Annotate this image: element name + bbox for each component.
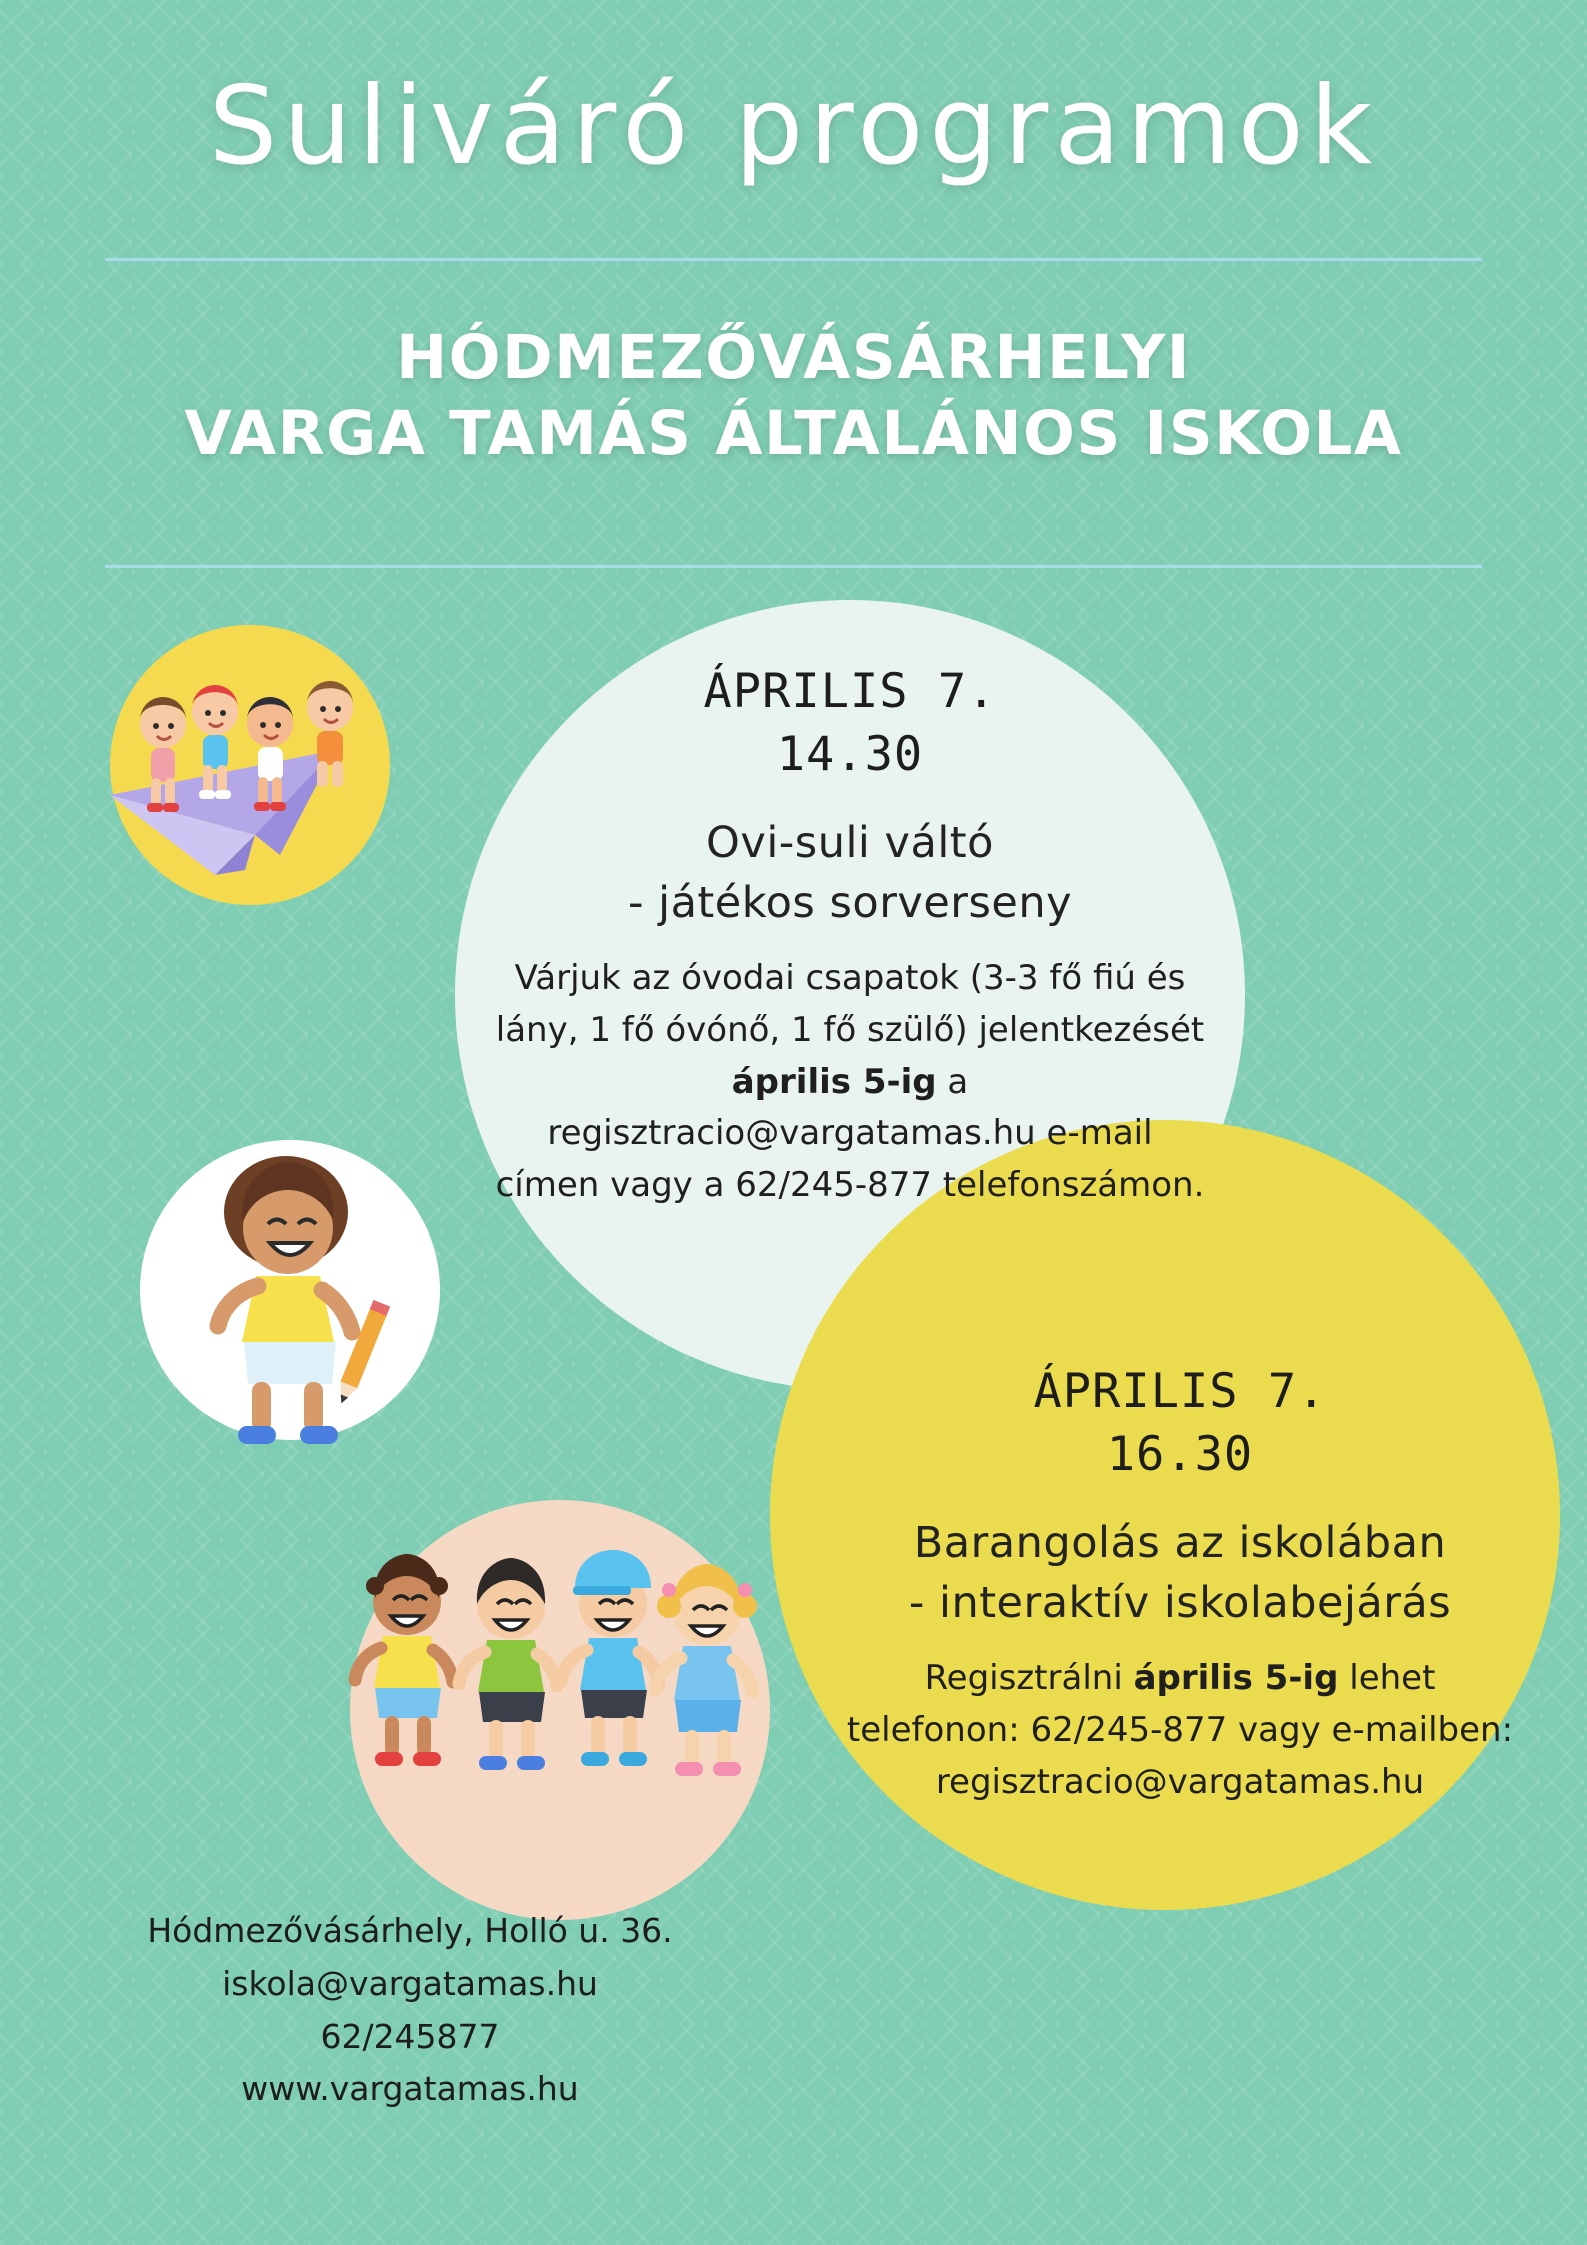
school-name: [0, 320, 1587, 473]
school-name-line-1: HÓDMEZŐVÁSÁRHELYI: [396, 322, 1191, 393]
event-1-description: [495, 953, 1205, 1211]
footer-contact: [130, 1905, 690, 2116]
four-kids-holding-hands-illustration: [345, 1530, 785, 1840]
event-1-title: [495, 813, 1205, 933]
event-2-deadline: április 5-ig: [1133, 1658, 1339, 1699]
event-1-date: ÁPRILIS 7.: [703, 664, 997, 719]
footer-website[interactable]: www.vargatamas.hu: [241, 2069, 579, 2109]
footer-email[interactable]: iskola@vargatamas.hu: [222, 1963, 598, 2003]
event-1-title-line-1: Ovi-suli váltó: [706, 817, 994, 868]
event-2-title-line-2: - interaktív iskolabejárás: [908, 1578, 1452, 1629]
event-1-title-line-2: - játékos sorverseny: [627, 878, 1073, 929]
event-2-date-time: [834, 1360, 1526, 1487]
kids-on-paper-plane-illustration: [95, 620, 415, 920]
divider-bottom: [105, 565, 1482, 568]
event-2-title-line-1: Barangolás az iskolában: [913, 1517, 1447, 1568]
page-title: Sulivárό programok: [208, 64, 1379, 189]
event-1-date-time: [495, 660, 1205, 787]
event-card-1: [455, 660, 1245, 1212]
event-card-2: [800, 1360, 1560, 1808]
event-1-deadline: április 5-ig: [731, 1061, 937, 1102]
event-1-desc-part-2: a regisztracio@vargatamas.hu e-mail címen vagy a 62/245-877 telefonszámon.: [495, 1061, 1205, 1205]
divider-top: [105, 258, 1482, 261]
school-name-line-2: VARGA TAMÁS ÁLTALÁNOS ISKOLA: [184, 398, 1403, 470]
footer-address: Hódmezővásárhely, Holló u. 36.: [147, 1911, 673, 1950]
event-1-desc-part-1: Várjuk az óvodai csapatok (3-3 fő fiú és lány, 1 fő óvónő, 1 fő szülő) jelentkezését: [495, 958, 1205, 1050]
girl-with-pencil-illustration: [160, 1140, 440, 1470]
event-2-desc-part-1: Regisztrálni: [924, 1658, 1134, 1699]
event-2-desc-part-2: lehet telefonon: 62/245-877 vagy e-mailben: regisztracio@vargatamas.hu: [846, 1658, 1514, 1802]
event-2-date: ÁPRILIS 7.: [1033, 1364, 1327, 1419]
event-2-title: [834, 1513, 1526, 1633]
footer-phone: 62/245877: [320, 2016, 500, 2056]
event-2-description: [834, 1653, 1526, 1808]
event-2-time: 16.30: [1106, 1427, 1254, 1483]
event-1-time: 14.30: [776, 727, 924, 783]
